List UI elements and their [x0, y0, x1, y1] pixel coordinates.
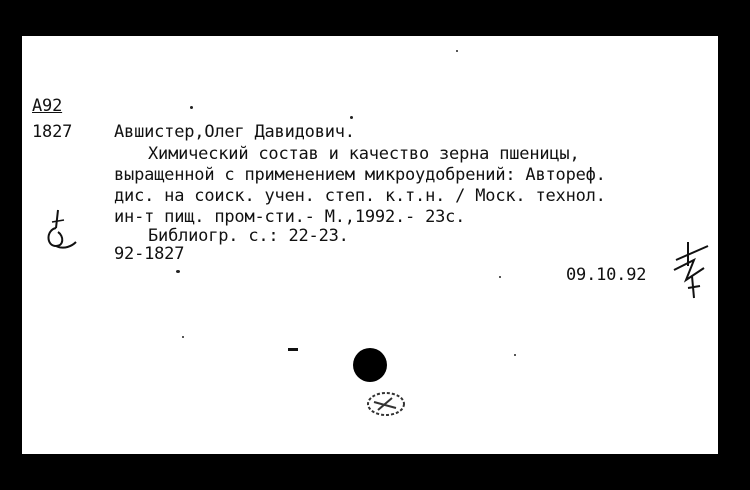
speck: [456, 50, 458, 52]
title-line-2: выращенной с применением микроудобрений: Автореф.: [114, 165, 606, 185]
title-line-1: Химический состав и качество зерна пшеницы,: [148, 144, 580, 164]
speck: [182, 336, 184, 338]
smudge-mark: [362, 386, 412, 424]
speck: [190, 106, 193, 109]
title-line-3: дис. на соиск. учен. степ. к.т.н. / Моск. технол.: [114, 186, 606, 206]
signature-icon: [670, 240, 715, 302]
author-line: Авшистер,Олег Давидович.: [114, 122, 355, 142]
date-stamp: 09.10.92: [566, 265, 647, 285]
accession-number: 92-1827: [114, 244, 185, 264]
dash-mark: [288, 348, 298, 351]
speck: [514, 354, 516, 356]
bibliography-note: Библиогр. с.: 22-23.: [148, 226, 349, 246]
punch-hole: [353, 348, 387, 382]
shelf-mark: A92: [32, 96, 63, 116]
speck: [176, 270, 180, 273]
speck: [350, 116, 353, 119]
card-number: 1827: [32, 122, 73, 142]
speck: [499, 276, 501, 278]
handwritten-mark-icon: [42, 206, 82, 256]
title-line-4: ин-т пищ. пром-сти.- М.,1992.- 23с.: [114, 207, 466, 227]
catalog-card: [22, 36, 718, 454]
